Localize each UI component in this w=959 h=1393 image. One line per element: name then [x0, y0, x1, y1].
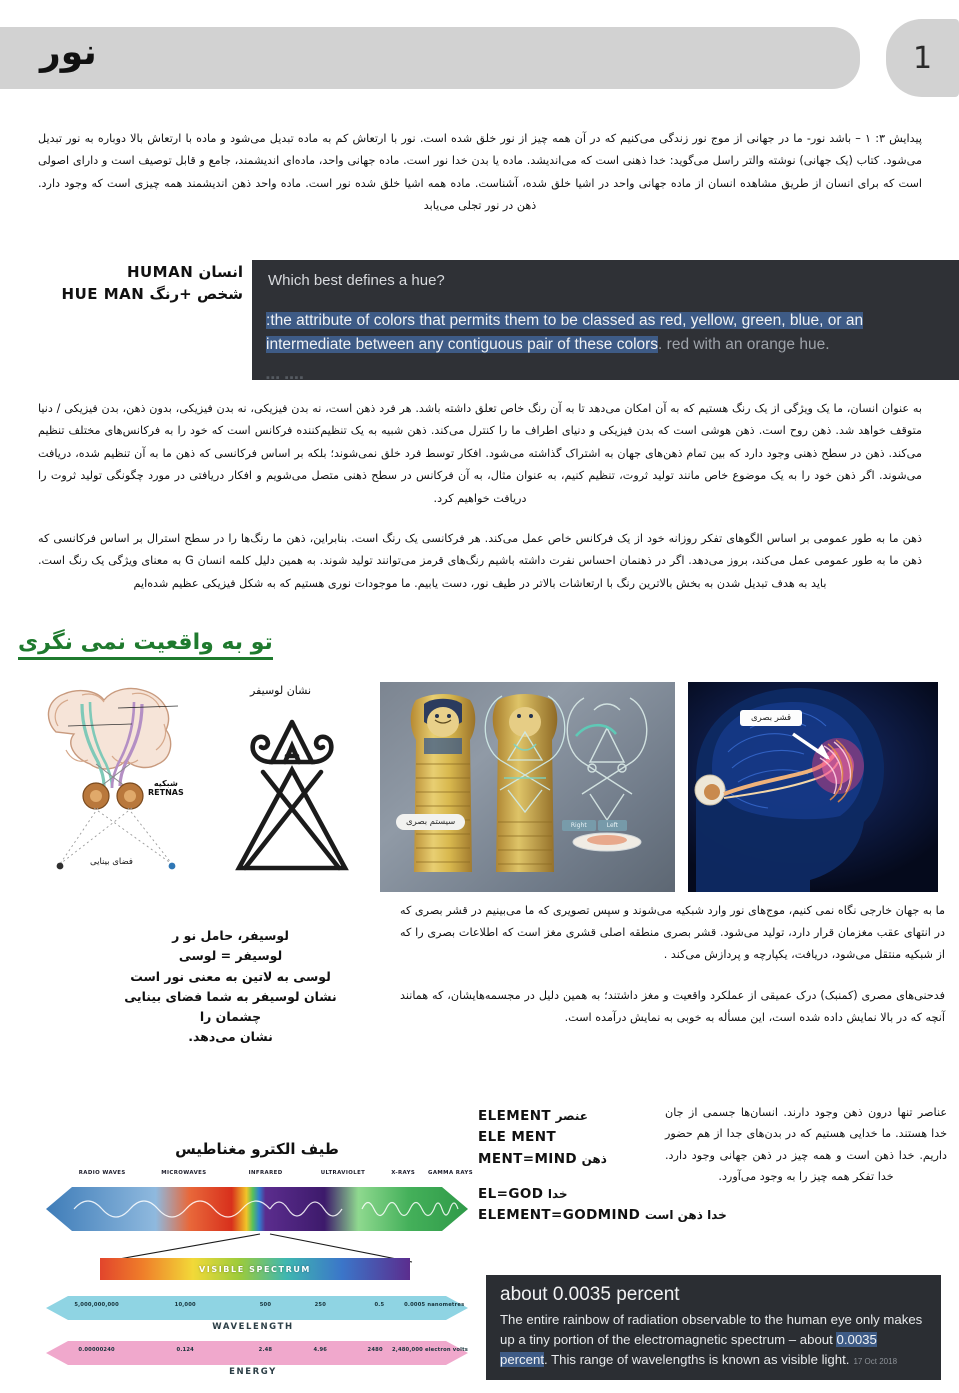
element-latin: ELEMENT=GODMIND	[478, 1207, 641, 1224]
element-farsi: خدا	[543, 1186, 568, 1201]
retina-label	[148, 780, 184, 798]
element-farsi: عنصر	[551, 1109, 588, 1123]
page-number-label: 1	[912, 40, 933, 76]
element-line	[478, 1149, 693, 1170]
spectrum-bar-icon	[46, 1185, 468, 1233]
info-box-title: about 0.0035 percent	[500, 1284, 680, 1305]
visual-cortex-label: قشر بصری	[740, 710, 802, 726]
element-line	[478, 1205, 727, 1226]
visual-space-label: فضای بینایی	[90, 857, 133, 867]
paragraph-two: به عنوان انسان، ما یک ویژگی از یک رنگ هستیم که به آن امکان می‌دهد تا به آن رنگ خاص تعلق داشته باشد. هر فرد ذهن است، نه بدن فیزیکی، نه بدن فیزیکی، بدون ذهن، بدن فیزیکی / دنیا متوقف خواهد شد. ذهن روح است. ذهن هوشی است که بدن فیزیکی و دنیای اطراف ما را کنترل می‌کند. ذهن شبیه به یک تنظیم‌کننده فرکانس است که خود را به فرکانس‌های مختلف تنظیم می‌کند. ذهن در سطح ذهنی وجود دارد که بین تمام ذهن‌های جهان به اشتراک گذاشته می‌شود. افکار توسط فرد خلق نمی‌شوند؛ بلکه بر اساس فرکانسی که ذهن ما به آن تنظیم شده، دریافت می‌شوند. اگر ذهن خود را به یک موضوع خاص مانند تولید ثروت، تنظیم کنیم، به عنوان مثال، به آن فرکانس در سطح ذهنی متصل می‌شویم و افکار دریافتی در مورد چگونگی تولید ثروت را دریافت خواهیم کرد.	[38, 402, 922, 505]
optic-chiasm-figure	[38, 686, 213, 876]
sarcophagus-2	[485, 694, 565, 872]
visible-spectrum-label: VISIBLE SPECTRUM	[199, 1264, 311, 1274]
spectrum-tick-label: 4.96	[313, 1347, 328, 1353]
info-box-body-2: . This range of wavelengths is known as visible light.	[544, 1351, 850, 1367]
sarcophagus-1	[411, 694, 476, 872]
visual-system-wireframe	[567, 698, 647, 820]
definition-prefix: :	[266, 312, 271, 329]
lucifer-line-2: لوسیفر = لوسی	[178, 948, 283, 964]
element-latin: ELE MENT	[478, 1129, 557, 1146]
spectrum-band-label: INFRARED	[248, 1170, 283, 1176]
energy-caption: ENERGY	[229, 1367, 277, 1377]
visual-cortex-figure	[688, 682, 938, 892]
lucifer-line-4: نشان لوسیفر به شما فضای بینایی چشمان را	[124, 988, 337, 1024]
info-box-body-1: The entire rainbow of radiation observable to the human eye only makes up a tiny portion of the electromagnetic spectrum – about	[500, 1312, 923, 1347]
definition-answer	[266, 309, 947, 357]
sigil-title: نشان لوسیفر	[250, 684, 312, 697]
human-latin: HUMAN	[126, 263, 194, 281]
badge-left: Left	[598, 820, 627, 831]
definition-highlight-2: intermediate between any contiguous pair of these colors	[266, 336, 659, 354]
element-farsi: خدا ذهن است	[640, 1208, 727, 1223]
spectrum-tick-label: 0.00000240	[78, 1347, 115, 1353]
lucifer-sigil-icon	[215, 700, 370, 880]
spectrum-tick-label: 2,480,000 electron volts	[391, 1347, 469, 1353]
spectrum-tick-label: 0.124	[176, 1347, 194, 1353]
visible-light-info-box	[486, 1275, 941, 1380]
wavelength-scale-row	[46, 1295, 468, 1321]
brain-slice-core	[587, 835, 627, 845]
spectrum-band-label: GAMMA RAYS	[428, 1170, 473, 1176]
lucifer-text-block	[113, 926, 348, 1048]
eye-left-iris	[90, 790, 102, 802]
element-latin: EL=GOD	[478, 1185, 544, 1202]
header-band	[0, 27, 860, 89]
page-title: نور	[40, 32, 97, 73]
hueman-fa: شخص +رنگ	[149, 284, 243, 303]
optic-chiasm-illustration-icon	[38, 686, 213, 876]
section-heading-reality: تو به واقعیت نمی نگری	[18, 630, 273, 660]
element-latin: MENT=MIND	[478, 1150, 578, 1167]
lucifer-line-3: لوسی به لاتین به معنی نور است	[130, 968, 331, 984]
human-hueman-block	[18, 262, 243, 306]
wavelength-ticks	[46, 1295, 468, 1321]
retina-label-en: RETNAS	[148, 787, 184, 797]
sarcophagus-illustration-icon	[380, 682, 675, 892]
element-farsi: ذهن	[577, 1151, 607, 1166]
paragraph-four: ما به جهان خارجی نگاه نمی کنیم، موج‌های نور وارد شبکیه می‌شوند و سپس تصویری که ما می‌بینیم در قشر بصری که در انتهای عقب مغزمان قرار دارد، تولید می‌شود. قشر بصری منطقه اصلی قشری مغز است که اطلاعات بصری را که از شبکیه منتقل می‌شود، دریافت، یکپارچه و پردازش می‌کند .	[400, 904, 945, 961]
element-line	[478, 1184, 693, 1205]
spectrum-title: طیف الکترو مغناطیس	[175, 1140, 339, 1158]
human-line-1	[18, 262, 243, 284]
definition-cut-text: ▪▪▪ ▪▪▪▪	[266, 372, 305, 380]
human-line-2	[18, 284, 243, 306]
hemisphere-badges	[562, 820, 627, 831]
head-visual-pathway-icon	[688, 682, 938, 892]
energy-scale-row	[46, 1340, 468, 1366]
info-box-highlight: 0.0035 percent	[500, 1331, 877, 1367]
hueman-latin: HUE MAN	[61, 284, 145, 303]
paragraph-six: عناصر تنها درون ذهن وجود دارند. انسان‌ها جسمی از جان خدا هستند. ما خدایی هستیم که در بدن‌های جدا از هم حضور داریم. خدا ذهن است و همه چیز در ذهن جهانی وجود دارد. خدا تفکر همه چیز را به وجود می‌آورد.	[665, 1106, 947, 1183]
spectrum-tick-label: 5,000,000,000	[74, 1302, 119, 1308]
spectrum-band-labels	[42, 1170, 472, 1182]
paragraph-three: ذهن ما به طور عمومی بر اساس الگوهای تفکر روزانه خود از یک فرکانس خاص عمل می‌کند. هر فرکانسی یک رنگ است. بنابراین، ذهن ما رنگ‌ها را در سطح استرال بر اساس فرکانسی که ذهن ما به طور عمومی عمل می‌کند، بروز می‌دهد. اگر در ذهنمان احساس نفرت داشته باشیم رنگ‌های قرمز می‌توانند تولید شوند. به همین دلیل کلمه انسان G به معنای ویژگی یک رنگ است. باید به هدف تبدیل شدن به بخش بالاترین رنگ با ارتعاشات بالاتر در طیف نور، دست یابیم. ما موجودات نوری هستیم که به شکل فیزیکی عظیم شده‌ایم	[38, 532, 923, 590]
spectrum-tick-label: 0.5	[374, 1302, 385, 1308]
lucifer-line-5: نشان می‌دهد.	[188, 1029, 273, 1045]
spectrum-tick-label: 2480	[367, 1347, 383, 1353]
definition-highlight-1: the attribute of colors that permits them to be classed as red, yellow, green, blue, or an	[270, 312, 864, 329]
definition-tail: . red with an orange hue.	[658, 336, 830, 354]
spectrum-band-label: RADIO WAVES	[78, 1170, 126, 1176]
info-box-date: 17 Oct 2018	[853, 1356, 898, 1366]
spectrum-tick-label: 250	[314, 1302, 327, 1308]
definition-question: Which best defines a hue?	[268, 272, 445, 289]
element-latin: ELEMENT	[478, 1108, 552, 1124]
spectrum-tick-label: 0.0005 nanometres	[404, 1302, 465, 1308]
retina-label-fa: شبکیه	[153, 779, 178, 788]
field-point-left	[57, 863, 64, 870]
intro-paragraph: پیدایش ۳: ۱ – باشد نور- ما در جهانی از موج نور زندگی می‌کنیم که در آن همه چیز از نور خلق شده است. نور با ارتعاش کم به ماده تبدیل می‌شود و ماده با ارتعاش بالا دوباره به نور تبدیل می‌شود. کتاب (یک جهانی) نوشته والتر راسل می‌گوید: خدا ذهنی است که می‌اندیشد. ماده یا بدن خدا نور است. ماده جهانی واحد، ماده‌ای اندیشمند، جامع و قابل توصیف است و دارای اصولی است که برای انسان از طریق مشاهده انسان از ماده جهانی واحد در اشیا خلق شده، آشناست. ماده همه اشیا خلق شده نور است. ماده واحد ذهن اندیشمند همه چیزی است که وجود دارد. ذهن در نور تجلی می‌یابد	[38, 132, 923, 213]
paragraph-five: فدحنی‌های مصری (کمنبک) درک عمیقی از عملکرد واقعیت و مغز داشتند؛ به همین دلیل در مجسمه‌هایشان، که همانند آنچه که در بالا نمایش داده شده است، این مسأله به خوبی به نمایش درآمده است.	[400, 989, 945, 1024]
info-box-body	[500, 1310, 927, 1369]
wavelength-caption: WAVELENGTH	[212, 1322, 294, 1332]
spectrum-tick-label: 2.48	[258, 1347, 273, 1353]
energy-ticks	[46, 1340, 468, 1366]
mummy-caption: سیستم بصری	[396, 814, 465, 830]
egyptian-sarcophagus-figure	[380, 682, 675, 892]
lucifer-line-1: لوسیفر، حامل نو ر	[172, 928, 289, 943]
visual-cortex-glow	[812, 738, 864, 794]
em-spectrum-figure	[42, 1140, 472, 1385]
human-fa: انسان	[198, 263, 243, 281]
eye-iris	[704, 784, 720, 800]
spectrum-band-label: ULTRAVIOLET	[320, 1170, 366, 1176]
visible-spectrum-bar	[100, 1258, 410, 1280]
spectrum-arrow-body	[46, 1187, 468, 1231]
element-wordplay-block	[478, 1106, 727, 1227]
element-line	[478, 1106, 693, 1127]
visual-field-rays	[60, 808, 172, 864]
spectrum-tick-label: 500	[259, 1302, 272, 1308]
spectrum-tick-label: 10,000	[174, 1302, 196, 1308]
hue-definition-box	[252, 260, 959, 380]
field-point-right	[169, 863, 176, 870]
lucifer-sigil-figure	[215, 700, 370, 880]
spectrum-band-label: MICROWAVES	[161, 1170, 207, 1176]
element-line	[478, 1127, 693, 1148]
spectrum-band-label: X-RAYS	[391, 1170, 416, 1176]
eye-right-iris	[124, 790, 136, 802]
badge-right: Right	[562, 820, 596, 831]
